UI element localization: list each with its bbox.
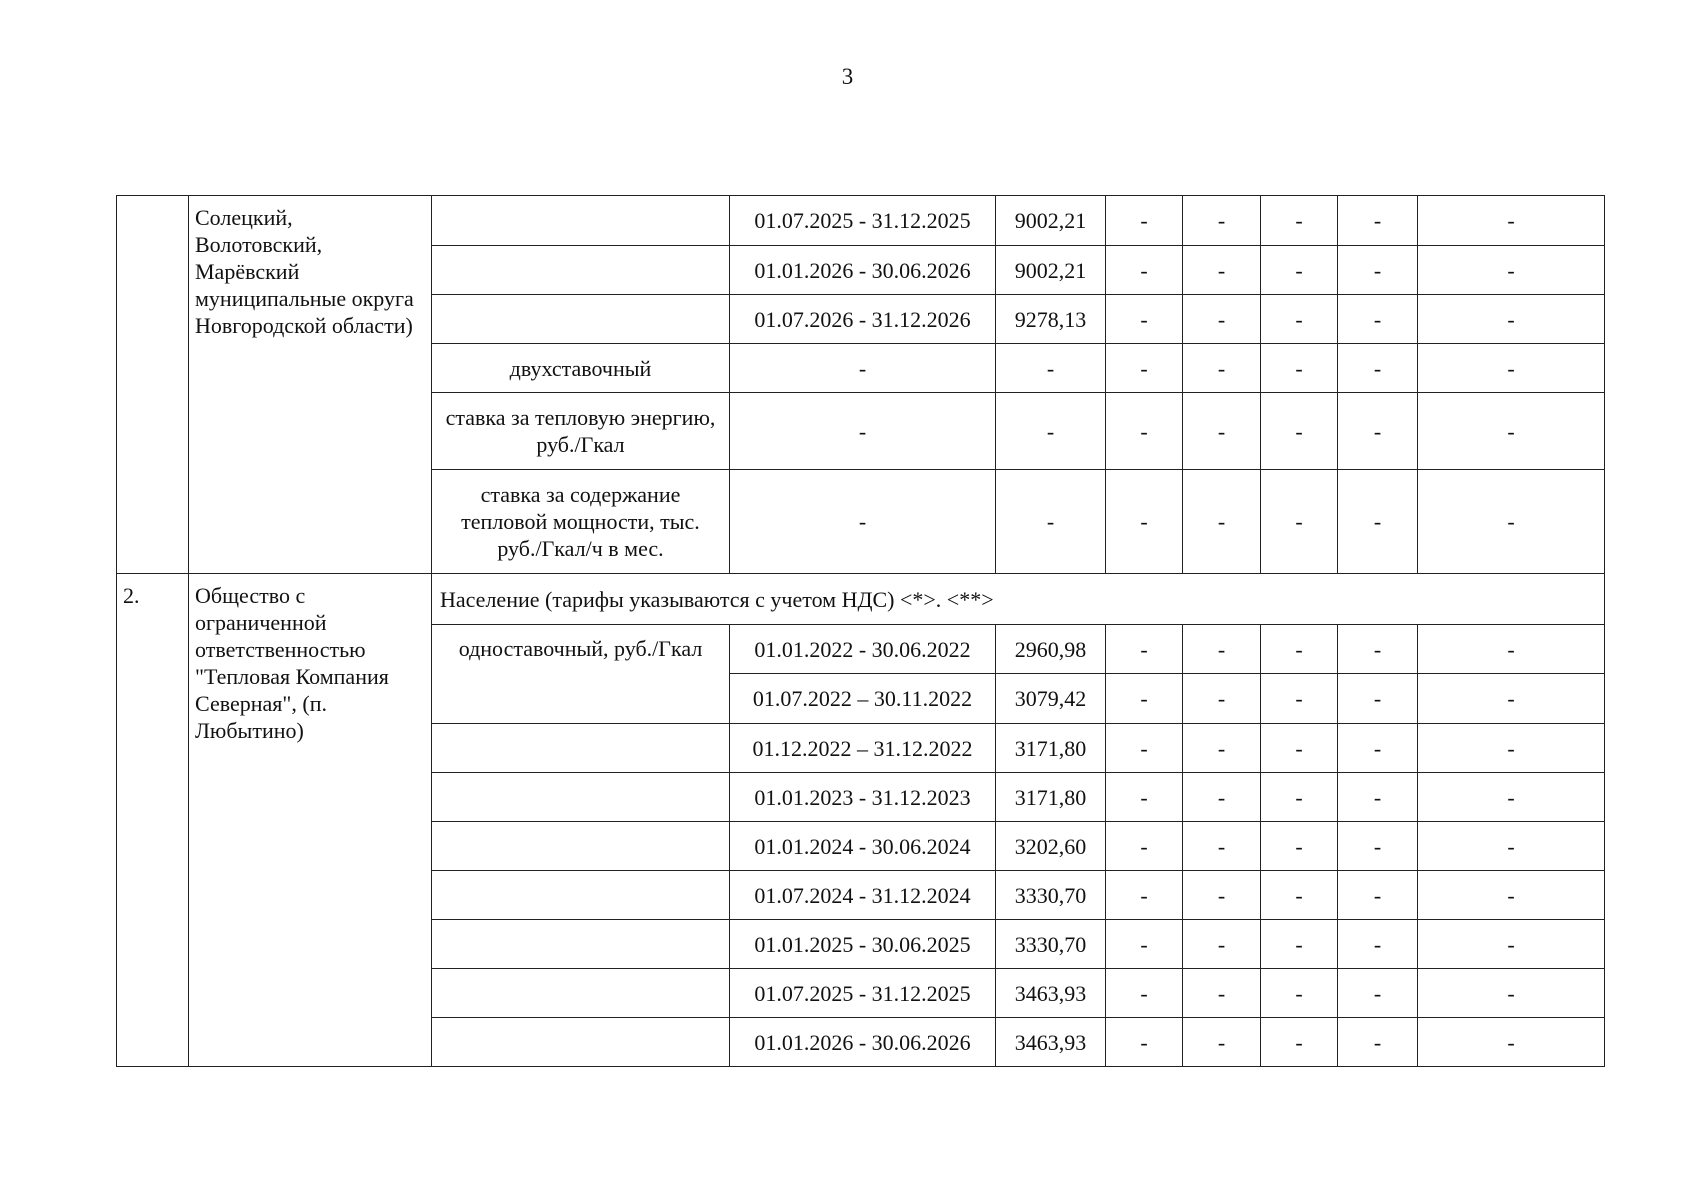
value-cell: 3171,80	[996, 724, 1106, 773]
dash-cell: -	[1261, 246, 1338, 295]
dash-cell: -	[1106, 246, 1183, 295]
dash-cell: -	[1338, 344, 1418, 393]
value-cell: 3463,93	[996, 969, 1106, 1018]
dash-cell: -	[1418, 920, 1605, 969]
dash-cell: -	[1261, 393, 1338, 470]
value-cell: 9278,13	[996, 295, 1106, 344]
dash-cell: -	[1106, 295, 1183, 344]
dash-cell: -	[1338, 295, 1418, 344]
table-row	[117, 574, 1605, 625]
dash-cell: -	[1338, 724, 1418, 773]
dash-cell: -	[1183, 871, 1261, 920]
dash-cell: -	[1183, 674, 1261, 724]
dash-cell: -	[1418, 724, 1605, 773]
one-rate-label: одноставочный, руб./Гкал	[432, 625, 730, 724]
value-cell: 3330,70	[996, 871, 1106, 920]
dash-cell: -	[996, 393, 1106, 470]
value-cell: 3171,80	[996, 773, 1106, 822]
period-cell: 01.01.2024 - 30.06.2024	[730, 822, 996, 871]
dash-cell: -	[1261, 969, 1338, 1018]
dash-cell: -	[1418, 822, 1605, 871]
dash-cell: -	[1261, 1018, 1338, 1067]
dash-cell: -	[1338, 920, 1418, 969]
dash-cell: -	[996, 470, 1106, 574]
period-cell: 01.12.2022 – 31.12.2022	[730, 724, 996, 773]
dash-cell: -	[1183, 470, 1261, 574]
type-cell	[432, 969, 730, 1018]
dash-cell: -	[1183, 295, 1261, 344]
dash-cell: -	[1183, 246, 1261, 295]
dash-cell: -	[1183, 822, 1261, 871]
dash-cell: -	[1261, 625, 1338, 674]
dash-cell: -	[1418, 246, 1605, 295]
row-number: 2.	[117, 574, 189, 1067]
dash-cell: -	[1261, 724, 1338, 773]
value-cell: 3463,93	[996, 1018, 1106, 1067]
dash-cell: -	[1338, 470, 1418, 574]
dash-cell: -	[1183, 393, 1261, 470]
dash-cell: -	[1338, 246, 1418, 295]
dash-cell: -	[1261, 674, 1338, 724]
dash-cell: -	[1418, 871, 1605, 920]
page-number: 3	[841, 64, 854, 89]
two-rate-label: двухставочный	[432, 344, 730, 393]
dash-cell: -	[1338, 871, 1418, 920]
dash-cell: -	[1338, 822, 1418, 871]
value-cell: 3202,60	[996, 822, 1106, 871]
dash-cell: -	[1106, 724, 1183, 773]
dash-cell: -	[1338, 674, 1418, 724]
tariff-table	[116, 195, 1605, 1067]
dash-cell: -	[1183, 1018, 1261, 1067]
dash-cell: -	[1261, 920, 1338, 969]
dash-cell: -	[1106, 871, 1183, 920]
value-cell: 9002,21	[996, 246, 1106, 295]
capacity-rate-label: ставка за содержание тепловой мощности, тыс. руб./Гкал/ч в мес.	[432, 470, 730, 574]
value-cell: 3079,42	[996, 674, 1106, 724]
organization-cell: Солецкий, Волотовский, Марёвский муниципальные округа Новгородской области)	[189, 196, 432, 574]
dash-cell: -	[1106, 969, 1183, 1018]
period-cell: 01.01.2026 - 30.06.2026	[730, 1018, 996, 1067]
type-cell	[432, 871, 730, 920]
dash-cell: -	[1418, 625, 1605, 674]
dash-cell: -	[1418, 969, 1605, 1018]
dash-cell: -	[1261, 344, 1338, 393]
type-cell	[432, 920, 730, 969]
type-cell	[432, 773, 730, 822]
energy-rate-label: ставка за тепловую энергию, руб./Гкал	[432, 393, 730, 470]
dash-cell: -	[1418, 295, 1605, 344]
population-group-header: Население (тарифы указываются с учетом НДС) <*>. <**>	[432, 574, 1605, 625]
dash-cell: -	[1106, 470, 1183, 574]
value-cell: 2960,98	[996, 625, 1106, 674]
period-cell: 01.01.2022 - 30.06.2022	[730, 625, 996, 674]
dash-cell: -	[1261, 871, 1338, 920]
dash-cell: -	[730, 393, 996, 470]
type-cell	[432, 1018, 730, 1067]
dash-cell: -	[1338, 393, 1418, 470]
period-cell: 01.07.2025 - 31.12.2025	[730, 969, 996, 1018]
dash-cell: -	[1183, 196, 1261, 246]
dash-cell: -	[1183, 969, 1261, 1018]
dash-cell: -	[1106, 344, 1183, 393]
dash-cell: -	[1106, 822, 1183, 871]
dash-cell: -	[1183, 625, 1261, 674]
dash-cell: -	[1338, 196, 1418, 246]
dash-cell: -	[1106, 196, 1183, 246]
type-cell	[432, 724, 730, 773]
dash-cell: -	[1106, 920, 1183, 969]
organization-cell: Общество с ограниченной ответственностью "Тепловая Компания Северная", (п. Любытино)	[189, 574, 432, 1067]
dash-cell: -	[1183, 724, 1261, 773]
type-cell	[432, 196, 730, 246]
period-cell: 01.01.2023 - 31.12.2023	[730, 773, 996, 822]
period-cell: 01.07.2022 – 30.11.2022	[730, 674, 996, 724]
dash-cell: -	[1418, 196, 1605, 246]
dash-cell: -	[730, 344, 996, 393]
dash-cell: -	[1183, 920, 1261, 969]
dash-cell: -	[1261, 773, 1338, 822]
dash-cell: -	[1183, 344, 1261, 393]
dash-cell: -	[1261, 470, 1338, 574]
dash-cell: -	[1183, 773, 1261, 822]
number-cell-empty	[117, 196, 189, 574]
dash-cell: -	[1418, 470, 1605, 574]
period-cell: 01.07.2024 - 31.12.2024	[730, 871, 996, 920]
period-cell: 01.07.2025 - 31.12.2025	[730, 196, 996, 246]
dash-cell: -	[1338, 969, 1418, 1018]
value-cell: 3330,70	[996, 920, 1106, 969]
dash-cell: -	[1418, 344, 1605, 393]
dash-cell: -	[1338, 1018, 1418, 1067]
table-row	[117, 196, 1605, 246]
dash-cell: -	[1418, 1018, 1605, 1067]
dash-cell: -	[1106, 625, 1183, 674]
dash-cell: -	[730, 470, 996, 574]
dash-cell: -	[996, 344, 1106, 393]
dash-cell: -	[1418, 393, 1605, 470]
dash-cell: -	[1261, 822, 1338, 871]
period-cell: 01.07.2026 - 31.12.2026	[730, 295, 996, 344]
value-cell: 9002,21	[996, 196, 1106, 246]
period-cell: 01.01.2026 - 30.06.2026	[730, 246, 996, 295]
type-cell	[432, 822, 730, 871]
dash-cell: -	[1338, 773, 1418, 822]
dash-cell: -	[1106, 674, 1183, 724]
dash-cell: -	[1106, 773, 1183, 822]
period-cell: 01.01.2025 - 30.06.2025	[730, 920, 996, 969]
dash-cell: -	[1418, 773, 1605, 822]
type-cell	[432, 246, 730, 295]
dash-cell: -	[1261, 196, 1338, 246]
dash-cell: -	[1418, 674, 1605, 724]
dash-cell: -	[1106, 393, 1183, 470]
dash-cell: -	[1338, 625, 1418, 674]
type-cell	[432, 295, 730, 344]
dash-cell: -	[1261, 295, 1338, 344]
dash-cell: -	[1106, 1018, 1183, 1067]
